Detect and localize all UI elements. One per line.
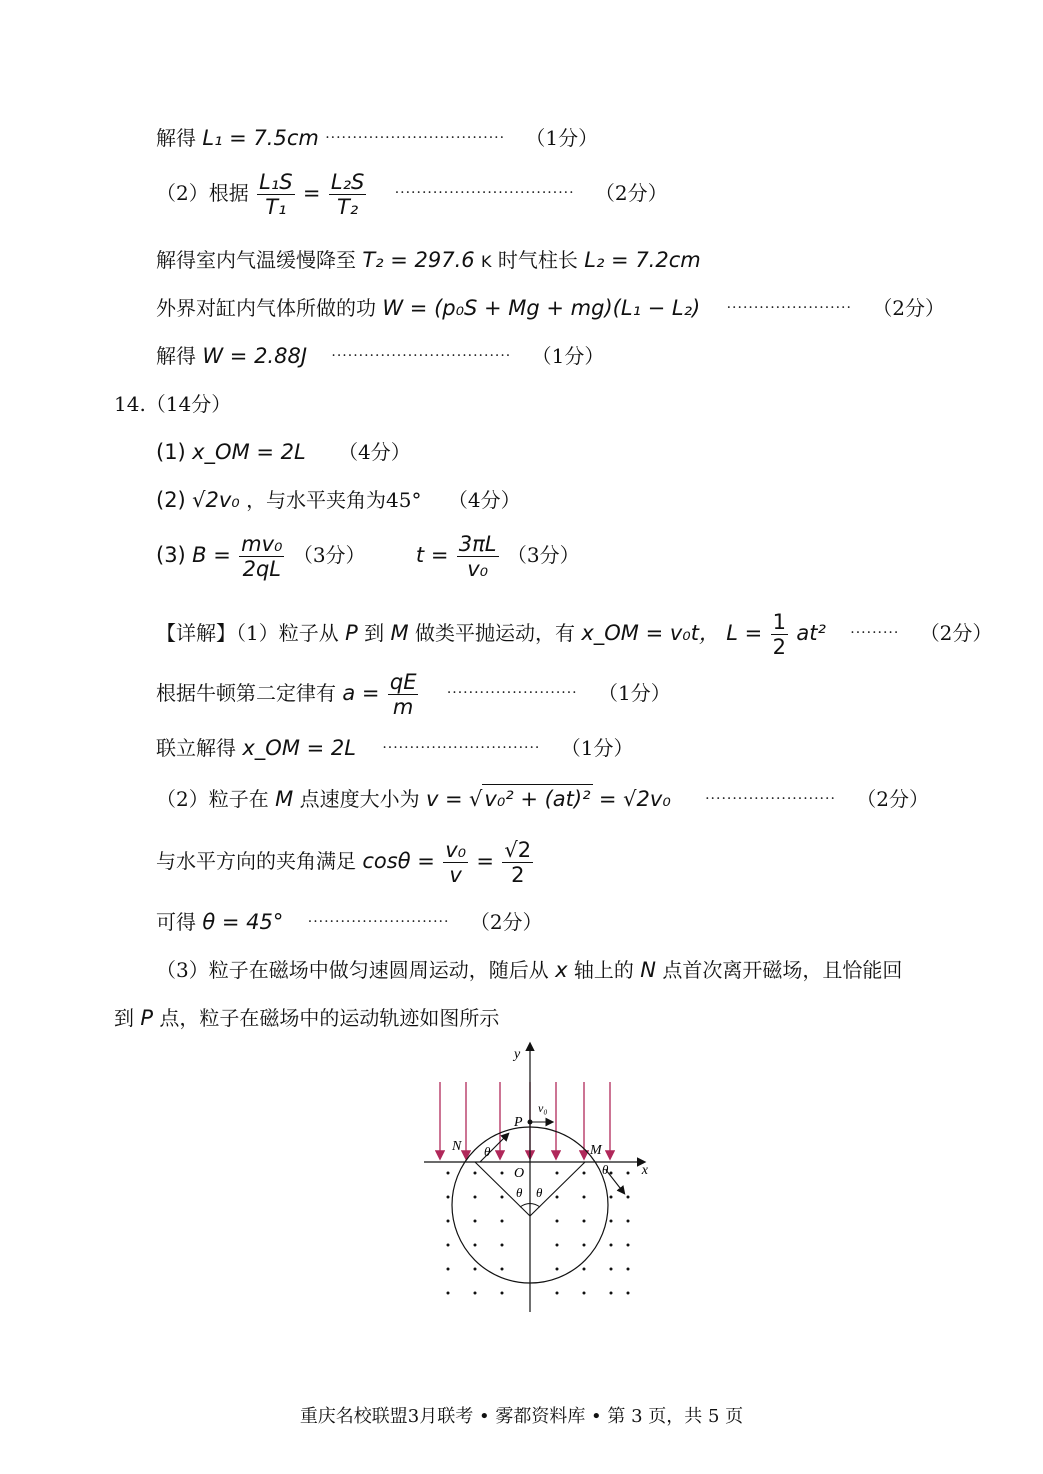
field-dot	[447, 1292, 450, 1295]
numerator: mv₀	[241, 532, 283, 556]
fraction-cos	[443, 838, 468, 887]
label-theta: θ	[516, 1185, 523, 1200]
field-dot	[447, 1268, 450, 1271]
answer-a1	[156, 438, 411, 466]
detail-d1	[156, 610, 992, 659]
part-label: (2)	[156, 488, 186, 512]
text-prefix: 解得	[156, 126, 196, 150]
text-prefix: （3）粒子在磁场中做匀速圆周运动，随后从	[156, 958, 549, 982]
field-dot	[627, 1196, 630, 1199]
answer-a2	[156, 486, 521, 514]
label-x: x	[641, 1163, 648, 1178]
answer-line-l1	[156, 124, 598, 152]
detail-d8	[114, 1004, 499, 1032]
field-dot	[583, 1244, 586, 1247]
math-expr: √2v₀	[192, 488, 240, 512]
score: （4分）	[447, 488, 521, 512]
field-dot	[556, 1244, 559, 1247]
radicand: v₀² + (at)²	[482, 784, 592, 813]
field-dot	[627, 1172, 630, 1175]
field-dot	[583, 1292, 586, 1295]
field-dot	[610, 1268, 613, 1271]
math-expr: L₁ = 7.5cm	[202, 126, 319, 150]
numerator: v₀	[445, 838, 467, 862]
label-o: O	[514, 1166, 525, 1181]
field-dot	[610, 1196, 613, 1199]
detail-d3	[156, 734, 633, 762]
field-dot	[474, 1220, 477, 1223]
denominator: m	[392, 695, 414, 719]
math-var: x	[555, 958, 568, 982]
dot-leader: ··························	[307, 914, 450, 930]
dot-leader: ·································	[331, 348, 512, 364]
dot-leader: ························	[446, 685, 578, 701]
math-var: M	[275, 787, 294, 811]
field-arrows	[440, 1082, 610, 1158]
detail-d4: （2）粒子在 M 点速度大小为 v = √v₀² + (at)² = √2v₀ ························ （2分）	[156, 784, 929, 813]
label-v0: v₀	[538, 1101, 548, 1115]
dot-leader: ························	[705, 791, 836, 807]
field-dot	[447, 1220, 450, 1223]
math-var: N	[640, 958, 656, 982]
denominator: 2	[511, 863, 525, 887]
field-dot	[474, 1196, 477, 1199]
field-dot	[501, 1172, 504, 1175]
detail-d6	[156, 908, 543, 936]
trajectory-figure	[420, 1040, 650, 1315]
dot-leader: ·····························	[382, 740, 541, 756]
text-prefix: 联立解得	[156, 736, 236, 760]
score: （2分）	[469, 910, 543, 934]
page-footer: 重庆名校联盟3月联考 • 雾都资料库 • 第 3 页，共 5 页	[299, 1406, 744, 1427]
label-m: M	[590, 1143, 602, 1158]
math-var: M	[390, 621, 409, 645]
text-prefix: 外界对缸内气体所做的功	[156, 296, 376, 320]
field-dot	[501, 1220, 504, 1223]
field-dot	[474, 1268, 477, 1271]
text-prefix: 解得室内气温缓慢降至	[156, 248, 356, 272]
unit: K	[481, 252, 492, 271]
field-dot	[627, 1292, 630, 1295]
label-n: N	[452, 1139, 462, 1154]
numerator: √2	[504, 838, 532, 862]
answer-line-l2: （2）根据 $\frac{\text{L₁S}}{\text{T₁}}$ = $\frac{\text{L₂S}}{\text{T₂}}$ ································· （2分）	[156, 170, 668, 219]
math-expr: a =	[342, 681, 380, 705]
math-expr: θ = 45°	[202, 910, 284, 934]
field-dot	[501, 1244, 504, 1247]
numerator: L₁S	[259, 170, 293, 194]
field-dot	[501, 1292, 504, 1295]
fraction-sqrt2	[502, 838, 533, 887]
score: （3分）	[292, 543, 366, 567]
text-prefix: 根据牛顿第二定律有	[156, 681, 336, 705]
field-dot	[474, 1244, 477, 1247]
math-expr: cosθ =	[362, 849, 435, 873]
text-mid: 时气柱长	[497, 248, 578, 272]
label-p: P	[514, 1115, 523, 1130]
numerator: qE	[389, 670, 417, 694]
math-expr: v =	[425, 787, 463, 811]
field-dot	[627, 1244, 630, 1247]
label-y: y	[514, 1047, 521, 1062]
field-dot	[501, 1268, 504, 1271]
numerator: 3πL	[458, 532, 497, 556]
numerator: 1	[772, 610, 787, 634]
math-expr: W = (p₀S + Mg + mg)(L₁ − L₂)	[382, 296, 701, 320]
field-dot	[556, 1292, 559, 1295]
field-dot	[627, 1220, 630, 1223]
numerator: L₂S	[330, 170, 365, 194]
equals-sign: =	[476, 849, 495, 873]
text-prefix: 到	[114, 1006, 134, 1030]
field-dot	[556, 1196, 559, 1199]
dot-leader: ·······················	[726, 300, 852, 316]
math-expr: x_OM = 2L	[242, 736, 356, 760]
answer-line-l4	[156, 294, 945, 322]
text-mid: 轴上的	[573, 958, 634, 982]
dot-leader: ·································	[394, 185, 575, 201]
text-rest: 点，粒子在磁场中的运动轨迹如图所示	[159, 1006, 500, 1030]
label-theta: θ	[536, 1185, 543, 1200]
detail-d2	[156, 670, 671, 719]
score: （2分）	[872, 296, 946, 320]
label-theta: θ	[602, 1162, 609, 1177]
detail-d7	[156, 956, 902, 984]
fraction-half	[771, 610, 788, 659]
field-dot	[627, 1268, 630, 1271]
denominator: T₂	[336, 195, 359, 219]
denominator: T₁	[265, 195, 287, 219]
denominator: v₀	[467, 557, 489, 581]
text-prefix: 解得	[156, 344, 196, 368]
math-expr: L =	[726, 621, 763, 645]
math-expr: at²	[796, 621, 826, 645]
text-prefix: （2）粒子在	[156, 787, 269, 811]
label-theta: θ	[484, 1144, 491, 1159]
field-dot	[447, 1172, 450, 1175]
field-dot	[583, 1268, 586, 1271]
dot-leader: ·································	[325, 130, 506, 146]
denominator: 2	[772, 635, 787, 659]
question-14-header	[114, 390, 231, 418]
field-dot	[556, 1220, 559, 1223]
math-expr: B =	[192, 543, 231, 567]
point-p	[528, 1120, 533, 1125]
field-dot	[610, 1172, 613, 1175]
field-dot	[474, 1172, 477, 1175]
fraction-b	[239, 532, 284, 581]
field-dot	[583, 1172, 586, 1175]
denominator: 2qL	[242, 557, 281, 581]
field-dot	[583, 1220, 586, 1223]
score: （3分）	[506, 543, 580, 567]
field-dot	[447, 1244, 450, 1247]
score: （2分）	[856, 787, 929, 811]
score: （1分）	[560, 736, 634, 760]
answer-line-l3	[156, 246, 701, 276]
score: （1分）	[525, 126, 599, 150]
velocity-arrow-m	[606, 1170, 624, 1193]
fraction-t	[457, 532, 499, 581]
fraction-a	[388, 670, 419, 719]
math-expr: L₂ = 7.2cm	[584, 248, 701, 272]
field-dot	[610, 1292, 613, 1295]
math-expr: t =	[415, 543, 449, 567]
part-label: (3)	[156, 543, 186, 567]
part-label: (1)	[156, 440, 186, 464]
question-label: 14.（14分）	[114, 392, 232, 416]
fraction-lhs	[257, 170, 294, 219]
text-mid: 做类平抛运动，有	[414, 621, 575, 645]
math-expr: T₂ = 297.6	[362, 248, 475, 272]
math-var: P	[140, 1006, 154, 1030]
text-prefix: 可得	[156, 910, 196, 934]
field-dot	[556, 1172, 559, 1175]
detail-d5	[156, 838, 535, 887]
text-prefix: （2）根据	[156, 181, 249, 205]
answer-a3	[156, 532, 580, 581]
field-dot	[610, 1244, 613, 1247]
dot-leader: ·········	[850, 625, 900, 641]
text-prefix: 与水平方向的夹角满足	[156, 849, 356, 873]
fraction-rhs	[329, 170, 366, 219]
text-prefix: 【详解】（1）粒子从	[156, 621, 339, 645]
denominator: v	[449, 863, 462, 887]
answer-line-l5	[156, 342, 604, 370]
math-expr: W = 2.88J	[202, 344, 308, 368]
score: （1分）	[598, 681, 671, 705]
field-dot	[447, 1196, 450, 1199]
score: （1分）	[531, 344, 605, 368]
math-expr: x_OM = 2L	[192, 440, 306, 464]
math-expr: x_OM = v₀t，	[581, 621, 720, 645]
math-expr: = √2v₀	[598, 787, 671, 811]
field-dot	[474, 1292, 477, 1295]
score: （2分）	[594, 181, 668, 205]
text-mid: 到	[364, 621, 385, 645]
text-rest: 点首次离开磁场，且恰能回	[662, 958, 903, 982]
field-dot	[583, 1196, 586, 1199]
field-dot	[501, 1196, 504, 1199]
text-mid: 点速度大小为	[299, 787, 420, 811]
field-dot	[610, 1220, 613, 1223]
math-var: P	[345, 621, 358, 645]
field-dot	[556, 1268, 559, 1271]
text-mid: ，与水平夹角为45°	[246, 488, 422, 512]
score: （4分）	[338, 440, 411, 464]
score: （2分）	[919, 621, 993, 645]
